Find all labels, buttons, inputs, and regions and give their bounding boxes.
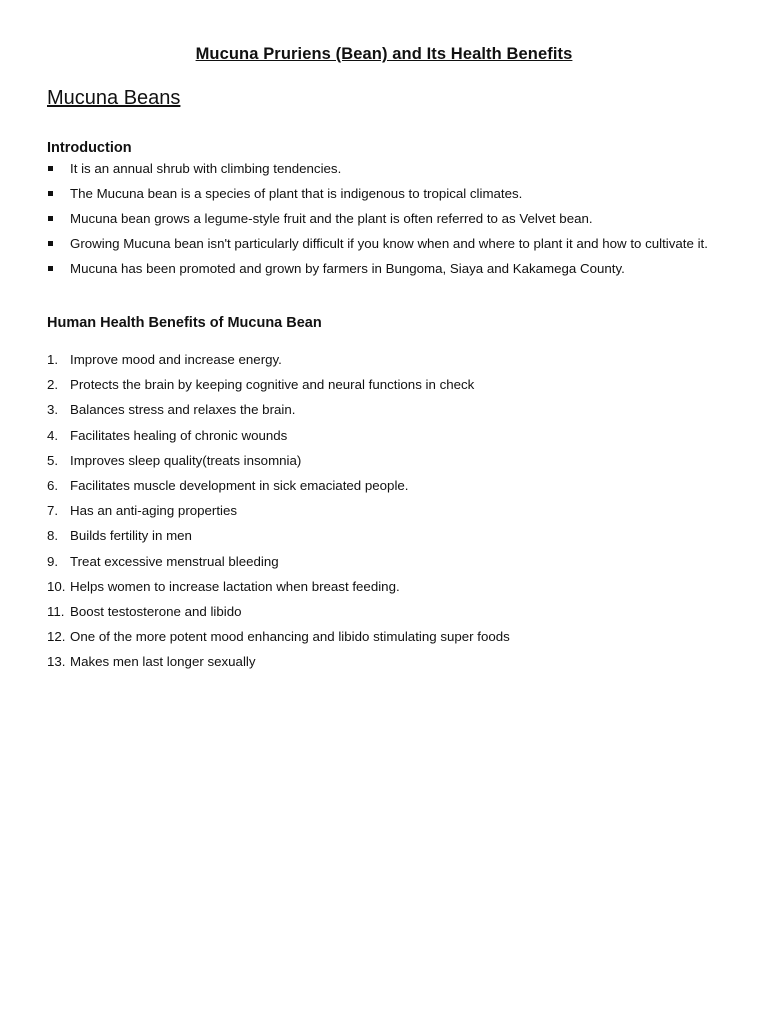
benefit-text: Helps women to increase lactation when breast feeding.	[70, 578, 400, 594]
benefit-text: Builds fertility in men	[70, 528, 192, 544]
bullet-item	[47, 235, 727, 253]
bullet-item	[47, 260, 727, 278]
benefit-text: One of the more potent mood enhancing and libido stimulating super foods	[70, 629, 510, 645]
square-bullet-icon	[48, 266, 53, 271]
bullet-text: The Mucuna bean is a species of plant that is indigenous to tropical climates.	[70, 186, 523, 201]
benefit-item	[47, 452, 727, 470]
benefit-item	[47, 502, 727, 520]
benefit-number: 2.	[47, 377, 59, 393]
square-bullet-icon	[48, 191, 53, 196]
benefit-item	[47, 376, 727, 394]
benefit-item	[47, 351, 727, 369]
bullet-item	[47, 210, 727, 228]
benefit-item	[47, 553, 727, 571]
square-bullet-icon	[48, 241, 53, 246]
benefit-number: 9.	[47, 553, 59, 569]
benefit-number: 12.	[47, 629, 66, 645]
benefit-item	[47, 427, 727, 445]
document-title: Mucuna Pruriens (Bean) and Its Health Benefits	[195, 45, 573, 63]
section-heading: Mucuna Beans	[47, 87, 181, 109]
benefit-text: Balances stress and relaxes the brain.	[70, 402, 296, 418]
benefit-item	[47, 527, 727, 545]
benefit-text: Has an anti-aging properties	[70, 503, 238, 519]
benefit-text: Protects the brain by keeping cognitive and neural functions in check	[70, 377, 475, 393]
benefit-item	[47, 603, 727, 621]
square-bullet-icon	[48, 166, 53, 171]
benefit-text: Facilitates muscle development in sick emaciated people.	[70, 477, 409, 493]
bullet-text: Mucuna bean grows a legume-style fruit and the plant is often referred to as Velvet bean.	[70, 211, 593, 226]
benefit-text: Makes men last longer sexually	[70, 654, 256, 670]
benefit-number: 8.	[47, 528, 59, 544]
benefit-item	[47, 628, 727, 646]
bullet-item	[47, 185, 727, 203]
benefit-text: Facilitates healing of chronic wounds	[70, 427, 288, 443]
benefit-text: Improves sleep quality(treats insomnia)	[70, 452, 302, 468]
introduction-heading: Introduction	[47, 140, 132, 156]
benefit-number: 1.	[47, 352, 59, 367]
benefit-text: Treat excessive menstrual bleeding	[70, 553, 279, 569]
bullet-text: Mucuna has been promoted and grown by farmers in Bungoma, Siaya and Kakamega County.	[70, 261, 625, 276]
benefit-number: 11.	[47, 603, 65, 619]
benefit-item	[47, 578, 727, 596]
benefit-text: Boost testosterone and libido	[70, 603, 242, 619]
benefit-item	[47, 477, 727, 495]
benefit-number: 7.	[47, 503, 59, 519]
introduction-bullet-list	[47, 160, 727, 285]
benefit-number: 10.	[47, 578, 66, 594]
benefit-number: 5.	[47, 452, 59, 468]
benefit-number: 6.	[47, 477, 59, 493]
benefit-item	[47, 653, 727, 671]
benefit-number: 13.	[47, 654, 66, 670]
benefit-number: 3.	[47, 402, 59, 418]
benefit-item	[47, 401, 727, 419]
benefits-numbered-list	[47, 351, 727, 678]
benefit-number: 4.	[47, 427, 59, 443]
benefit-text: Improve mood and increase energy.	[70, 352, 282, 367]
square-bullet-icon	[48, 216, 53, 221]
benefits-heading: Human Health Benefits of Mucuna Bean	[47, 315, 322, 331]
bullet-item	[47, 160, 727, 178]
bullet-text: It is an annual shrub with climbing tendencies.	[70, 161, 342, 176]
bullet-text: Growing Mucuna bean isn't particularly difficult if you know when and where to plant it and how to cultivate it.	[70, 236, 708, 251]
